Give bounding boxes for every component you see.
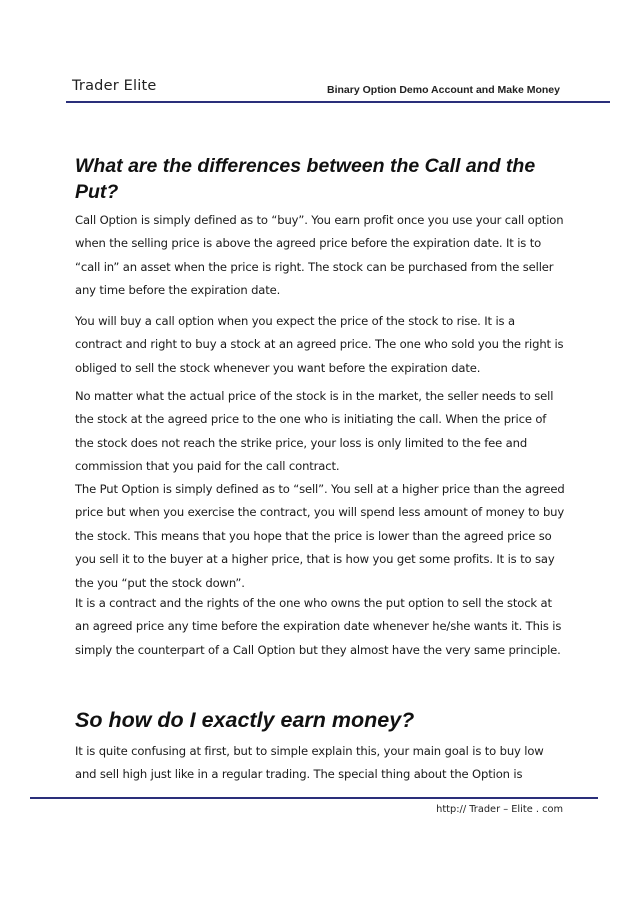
- section-heading-call-put: What are the differences between the Call and the Put?: [75, 155, 536, 203]
- paragraph-actual-price: No matter what the actual price of the stock is in the market, the seller needs to sell the stock at the agreed price to the one who is initiating the call. When the price of the stock does not reach the strike price, your loss is only limited to the fee and commission that you paid for the call contract.: [75, 389, 554, 474]
- paragraph-put-option: The Put Option is simply defined as to “sell”. You sell at a higher price than the agreed price but when you exercise the contract, you will spend less amount of money to buy the stock. This means that you hope that the price is lower than the agreed price so you sell it to the buyer at a higher price, that is how you get some profits. It is to say the you “put the stock down”.: [75, 482, 565, 590]
- paragraph-buy-call: You will buy a call option when you expect the price of the stock to rise. It is a contract and right to buy a stock at an agreed price. The one who sold you the right is obliged to sell the stock whenever you want before the expiration date.: [75, 314, 564, 375]
- footer-url: http:// Trader – Elite . com: [436, 804, 563, 815]
- paragraph-earn-money: It is quite confusing at first, but to simple explain this, your main goal is to buy low and sell high just like in a regular trading. The special thing about the Option is: [75, 744, 544, 782]
- paragraph-call-option: Call Option is simply defined as to “buy”. You earn profit once you use your call option when the selling price is above the agreed price before the expiration date. It is to “call in” an asset when the price is right. The stock can be purchased from the seller any time before the expiration date.: [75, 213, 564, 298]
- section-heading-earn-money: So how do I exactly earn money?: [75, 708, 415, 732]
- header-title: Trader Elite: [72, 78, 157, 94]
- paragraph-put-contract: It is a contract and the rights of the one who owns the put option to sell the stock at an agreed price any time before the expiration date whenever he/she wants it. This is simply the counterpart of a Call Option but they almost have the very same principle.: [75, 596, 562, 657]
- footer-divider: [30, 797, 598, 799]
- header-divider: [66, 101, 610, 103]
- header-subtitle: Binary Option Demo Account and Make Money: [327, 84, 560, 96]
